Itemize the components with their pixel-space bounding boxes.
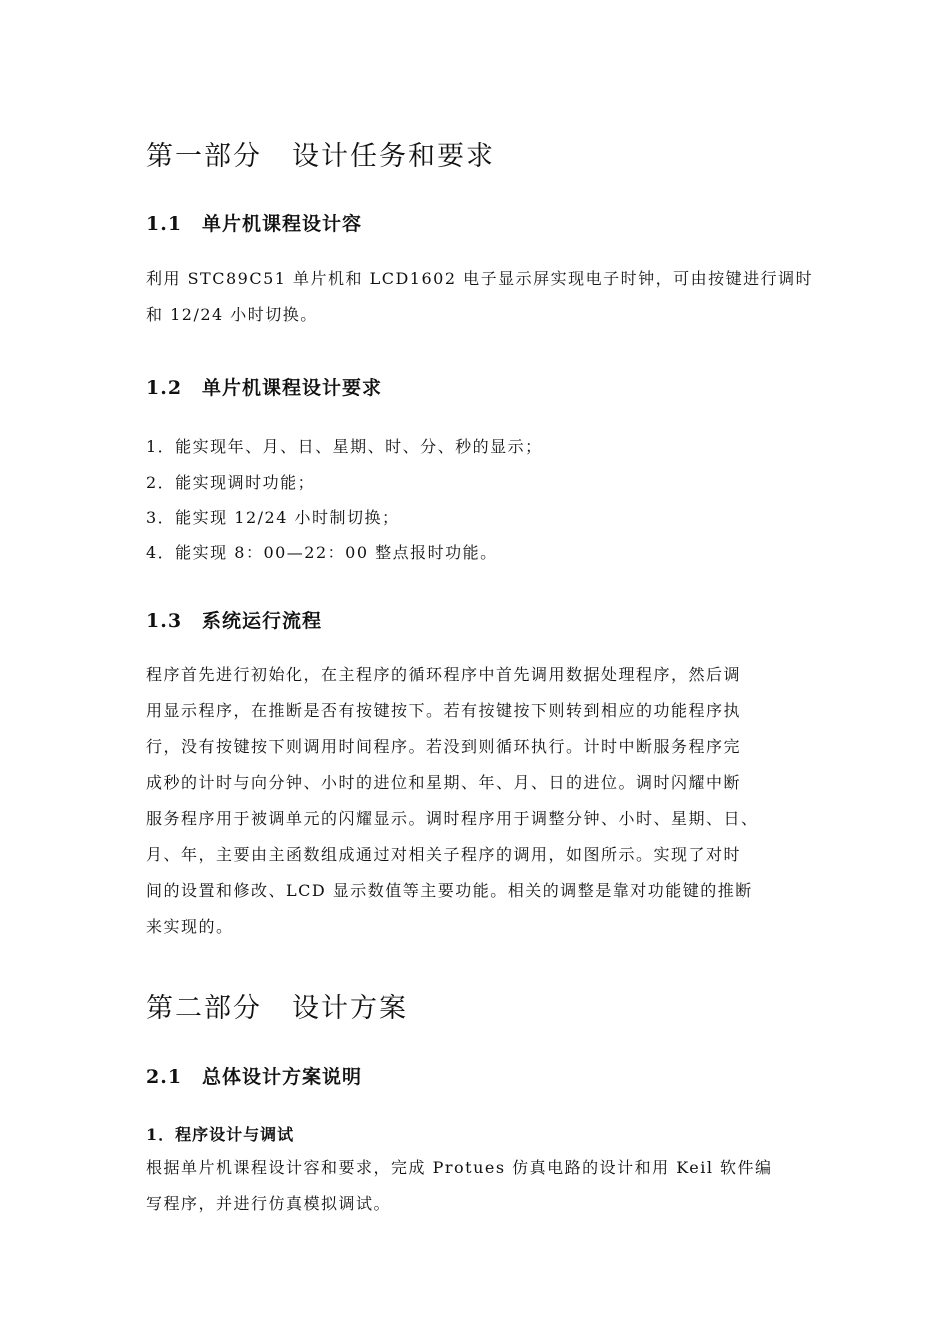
requirement-item-4: 4．能实现 8：00—22：00 整点报时功能。 [146, 543, 498, 562]
paragraph-line: 月、年，主要由主函数组成通过对相关子程序的调用，如图所示。实现了对时 [146, 845, 742, 864]
section-1-1-heading [146, 209, 362, 236]
part1-heading [146, 134, 495, 173]
paragraph-line: 利用 STC89C51 单片机和 LCD1602 电子显示屏实现电子时钟，可由按键进行调时 [146, 269, 814, 288]
paragraph-line: 成秒的计时与向分钟、小时的进位和星期、年、月、日的进位。调时闪耀中断 [146, 773, 742, 792]
section-1-3-title: 系统运行流程 [202, 610, 323, 632]
part2-heading [146, 986, 408, 1025]
section-2-1-number: 2.1 [146, 1066, 183, 1088]
part2-title: 第二部分 [146, 993, 262, 1024]
paragraph-line: 服务程序用于被调单元的闪耀显示。调时程序用于调整分钟、小时、星期、日、 [146, 809, 759, 828]
paragraph-line: 写程序，并进行仿真模拟调试。 [146, 1194, 392, 1213]
section-1-1-number: 1.1 [146, 213, 183, 235]
paragraph-line: 和 12/24 小时切换。 [146, 305, 318, 324]
section-1-3-number: 1.3 [146, 610, 183, 632]
section-1-1-body [146, 261, 813, 333]
requirement-item-2: 2．能实现调时功能； [146, 473, 316, 492]
part1-title: 第一部分 [146, 141, 262, 172]
paragraph-line: 间的设置和修改、LCD 显示数值等主要功能。相关的调整是靠对功能键的推断 [146, 881, 753, 900]
requirement-item-1: 1．能实现年、月、日、星期、时、分、秒的显示； [146, 437, 543, 456]
section-1-1-title: 单片机课程设计容 [202, 213, 363, 235]
paragraph-line: 程序首先进行初始化，在主程序的循环程序中首先调用数据处理程序，然后调 [146, 665, 742, 684]
section-1-2-title: 单片机课程设计要求 [202, 377, 383, 399]
section-2-1-heading [146, 1062, 362, 1089]
paragraph-line: 来实现的。 [146, 917, 234, 936]
subsection-program-design-body [146, 1150, 773, 1222]
part1-subtitle: 设计任务和要求 [292, 141, 495, 172]
paragraph-line: 根据单片机课程设计容和要求，完成 Protues 仿真电路的设计和用 Keil 软件编 [146, 1158, 773, 1177]
part2-subtitle: 设计方案 [292, 993, 408, 1024]
section-2-1-title: 总体设计方案说明 [202, 1066, 363, 1088]
section-1-2-heading [146, 373, 382, 400]
section-1-2-number: 1.2 [146, 377, 183, 399]
requirement-item-3: 3．能实现 12/24 小时制切换； [146, 508, 400, 527]
subsection-program-design-title: 1．程序设计与调试 [146, 1125, 295, 1144]
paragraph-line: 行，没有按键按下则调用时间程序。若没到则循环执行。计时中断服务程序完 [146, 737, 742, 756]
section-1-3-heading [146, 606, 322, 633]
paragraph-line: 用显示程序，在推断是否有按键按下。若有按键按下则转到相应的功能程序执 [146, 701, 742, 720]
section-1-3-body [146, 657, 759, 945]
